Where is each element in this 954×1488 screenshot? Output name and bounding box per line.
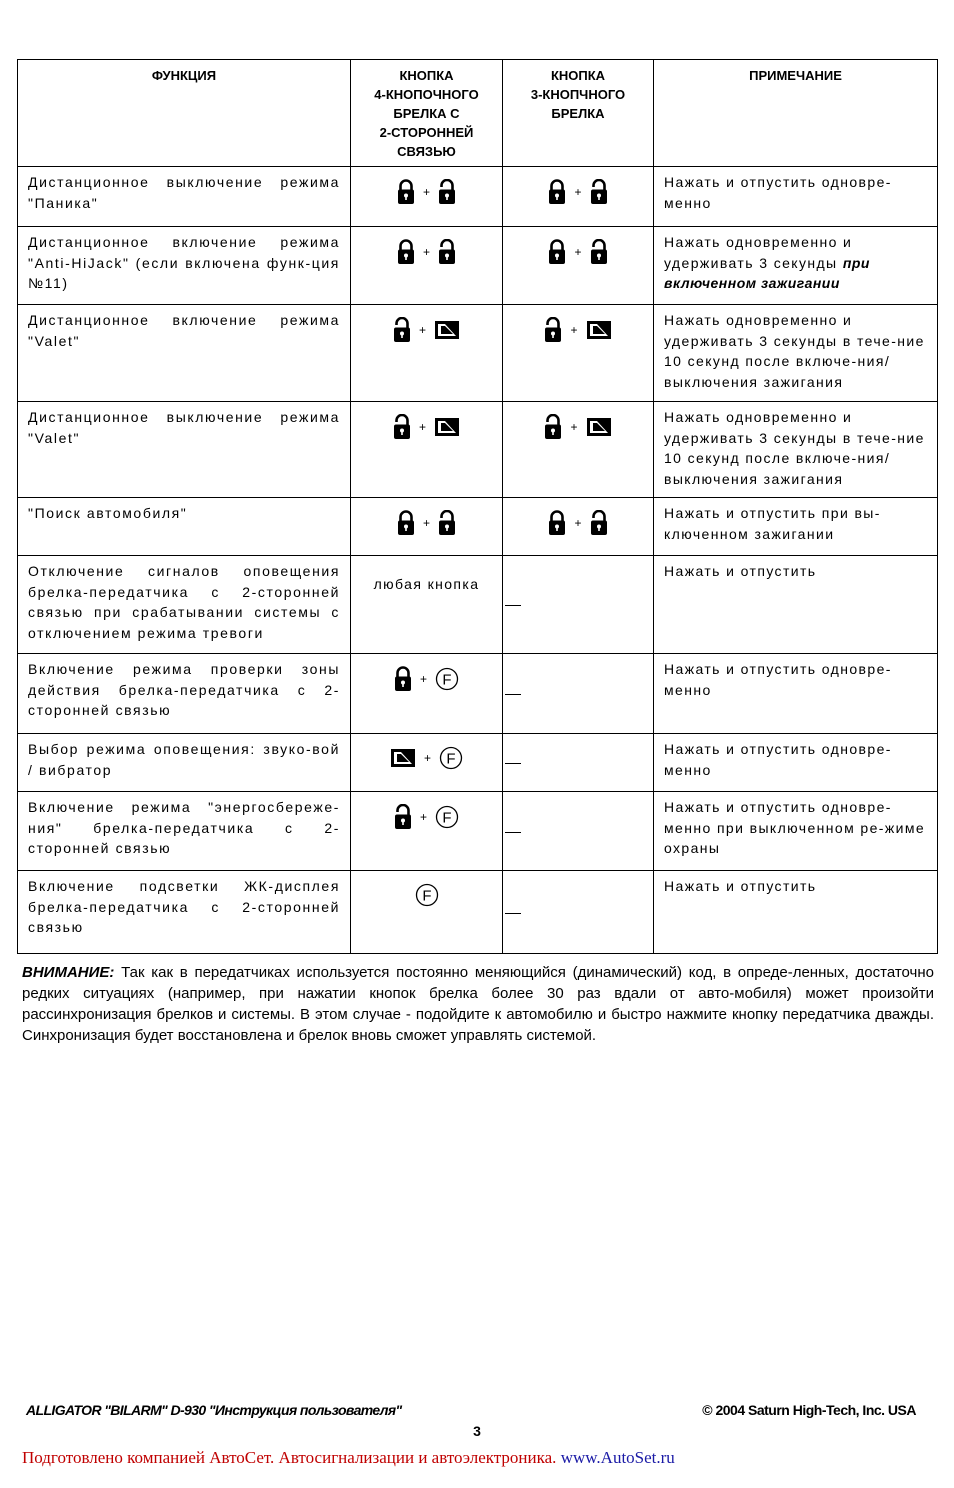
three-button-cell <box>503 167 654 227</box>
three-button-cell <box>503 654 654 734</box>
not-applicable-dash <box>505 605 521 606</box>
four-button-cell <box>351 654 503 734</box>
four-button-cell <box>351 167 503 227</box>
header-three-button: КНОПКА 3-КНОПЧНОГО БРЕЛКА <box>503 60 654 167</box>
header-function: ФУНКЦИЯ <box>18 60 351 167</box>
lock-open-icon <box>590 510 608 536</box>
attention-paragraph <box>22 962 934 1046</box>
note-text: Нажать одновременно и удерживать 3 секунды <box>664 234 853 271</box>
function-cell: Дистанционное выключение режима "Valet" <box>18 402 351 498</box>
three-button-cell <box>503 871 654 954</box>
lock-closed-icon <box>548 510 566 536</box>
function-cell: Выбор режима оповещения: звуко-вой / вибратор <box>18 734 351 792</box>
note-cell <box>654 556 938 654</box>
promo-line <box>22 1448 675 1468</box>
plus-sign: + <box>570 420 578 434</box>
header-four-button: КНОПКА 4-КНОПОЧНОГО БРЕЛКА С 2-СТОРОННЕЙ СВЯЗЬЮ <box>351 60 503 167</box>
button-combination <box>393 317 460 343</box>
f-button-icon <box>435 805 459 829</box>
note-cell <box>654 792 938 871</box>
table-row <box>18 871 938 954</box>
four-button-cell <box>351 871 503 954</box>
note-text: Нажать одновременно и удерживать 3 секунды в тече-ние 10 секунд после включе-ния/выключения зажигания <box>664 409 925 487</box>
f-button-icon <box>415 883 439 907</box>
note-emphasis: при включенном зажигании <box>664 254 870 291</box>
four-button-cell <box>351 227 503 305</box>
note-text: Нажать и отпустить одновре-менно <box>664 174 892 211</box>
table-row <box>18 556 938 654</box>
note-cell <box>654 305 938 402</box>
lock-open-icon <box>393 317 411 343</box>
button-combination <box>397 179 456 205</box>
promo-link[interactable]: www.AutoSet.ru <box>560 1448 675 1467</box>
button-combination <box>393 414 460 440</box>
note-cell <box>654 654 938 734</box>
button-combination <box>397 510 456 536</box>
f-button-icon <box>435 667 459 691</box>
lock-open-icon <box>590 179 608 205</box>
not-applicable-dash <box>505 832 521 833</box>
promo-text: Подготовлено компанией АвтоСет. Автосигнализации и автоэлектроника. <box>22 1448 557 1467</box>
note-cell <box>654 498 938 556</box>
three-button-cell <box>503 734 654 792</box>
plus-sign: + <box>574 245 582 259</box>
plus-sign: + <box>418 420 426 434</box>
lock-open-icon <box>544 317 562 343</box>
function-cell: Дистанционное включение режима "Valet" <box>18 305 351 402</box>
plus-sign: + <box>422 245 430 259</box>
table-row <box>18 227 938 305</box>
svg-text:F: F <box>421 887 432 905</box>
function-cell: Дистанционное включение режима "Anti-HiJack" (если включена функ-ция №11) <box>18 227 351 305</box>
function-cell: Включение подсветки ЖК-дисплея брелка-передатчика с 2-сторонней связью <box>18 871 351 954</box>
table-row <box>18 654 938 734</box>
note-text: Нажать и отпустить одновре-менно <box>664 661 892 698</box>
button-combination <box>390 746 463 770</box>
svg-text:F: F <box>442 809 452 827</box>
button-combination <box>544 414 611 440</box>
trunk-icon <box>434 417 460 437</box>
attention-text: Так как в передатчиках используется постоянно меняющийся (динамический) код, в опреде-ленных, достаточно редких ситуациях (например, при нажатии кнопок брелка более 30 раз вдали от авто-мобиля) может произойти рассинхронизация брелков и системы. В этом случае - подойдите к автомобилю и быстро нажмите кнопку передатчика дважды. Синхронизация будет восстановлена и брелок вновь сможет управлять системой. <box>22 964 934 1044</box>
button-combination <box>397 239 456 265</box>
button-combination <box>544 317 611 343</box>
button-combination <box>415 883 439 907</box>
note-cell <box>654 167 938 227</box>
lock-closed-icon <box>548 179 566 205</box>
trunk-icon <box>586 417 612 437</box>
three-button-cell <box>503 498 654 556</box>
note-text: Нажать и отпустить при вы-ключенном зажигании <box>664 505 881 542</box>
plus-sign: + <box>422 516 430 530</box>
note-text: Нажать и отпустить одновре-менно при выключенном ре-жиме охраны <box>664 799 926 856</box>
attention-label: ВНИМАНИЕ: <box>22 964 115 981</box>
not-applicable-dash <box>505 763 521 764</box>
lock-open-icon <box>438 510 456 536</box>
lock-closed-icon <box>397 179 415 205</box>
plus-sign: + <box>574 516 582 530</box>
lock-closed-icon <box>394 666 412 692</box>
four-button-cell <box>351 402 503 498</box>
note-cell <box>654 871 938 954</box>
lock-open-icon <box>393 414 411 440</box>
note-cell <box>654 227 938 305</box>
trunk-icon <box>586 320 612 340</box>
lock-open-icon <box>438 239 456 265</box>
function-cell: Дистанционное выключение режима "Паника" <box>18 167 351 227</box>
plus-sign: + <box>418 323 426 337</box>
note-text: Нажать и отпустить одновре-менно <box>664 741 892 778</box>
header-note: ПРИМЕЧАНИЕ <box>654 60 938 167</box>
lock-open-icon <box>544 414 562 440</box>
four-button-cell <box>351 498 503 556</box>
plus-sign: + <box>422 185 430 199</box>
function-cell: Включение режима "энергосбереже-ния" брелка-передатчика с 2-сторонней связью <box>18 792 351 871</box>
three-button-cell <box>503 792 654 871</box>
f-button-icon <box>439 746 463 770</box>
footer-copyright: © 2004 Saturn High-Tech, Inc. USA <box>702 1402 916 1418</box>
lock-closed-icon <box>397 239 415 265</box>
plus-sign: + <box>419 672 427 686</box>
lock-closed-icon <box>548 239 566 265</box>
table-row <box>18 734 938 792</box>
function-cell: "Поиск автомобиля" <box>18 498 351 556</box>
button-combination <box>394 804 459 830</box>
note-text: Нажать и отпустить <box>664 878 817 894</box>
plus-sign: + <box>419 810 427 824</box>
four-button-cell <box>351 792 503 871</box>
plus-sign: + <box>423 751 431 765</box>
not-applicable-dash <box>505 694 521 695</box>
four-button-cell <box>351 734 503 792</box>
trunk-icon <box>434 320 460 340</box>
any-button-text: любая кнопка <box>373 576 480 592</box>
four-button-cell <box>351 305 503 402</box>
lock-open-icon <box>394 804 412 830</box>
four-button-cell <box>351 556 503 654</box>
note-text: Нажать и отпустить <box>664 563 817 579</box>
three-button-cell <box>503 556 654 654</box>
table-row <box>18 305 938 402</box>
note-cell <box>654 402 938 498</box>
button-combination <box>548 239 607 265</box>
table-row <box>18 792 938 871</box>
function-cell: Отключение сигналов оповещения брелка-передатчика с 2-сторонней связью при срабатывании системы с отключением режима тревоги <box>18 556 351 654</box>
function-cell: Включение режима проверки зоны действия брелка-передатчика с 2-сторонней связью <box>18 654 351 734</box>
lock-closed-icon <box>397 510 415 536</box>
lock-open-icon <box>590 239 608 265</box>
note-cell <box>654 734 938 792</box>
lock-open-icon <box>438 179 456 205</box>
table-row <box>18 167 938 227</box>
svg-text:F: F <box>442 671 452 689</box>
three-button-cell <box>503 227 654 305</box>
functions-table <box>17 59 938 954</box>
trunk-icon <box>390 748 416 768</box>
button-combination <box>548 510 607 536</box>
svg-text:F: F <box>446 750 456 768</box>
not-applicable-dash <box>505 913 521 914</box>
plus-sign: + <box>570 323 578 337</box>
three-button-cell <box>503 305 654 402</box>
three-button-cell <box>503 402 654 498</box>
page-number: 3 <box>473 1423 481 1439</box>
plus-sign: + <box>574 185 582 199</box>
table-row <box>18 402 938 498</box>
button-combination <box>548 179 607 205</box>
button-combination <box>394 666 459 692</box>
footer-title: ALLIGATOR "BILARM" D-930 "Инструкция пользователя" <box>26 1402 402 1418</box>
table-header-row <box>18 60 938 167</box>
table-row <box>18 498 938 556</box>
note-text: Нажать одновременно и удерживать 3 секунды в тече-ние 10 секунд после включе-ния/выключения зажигания <box>664 312 925 390</box>
